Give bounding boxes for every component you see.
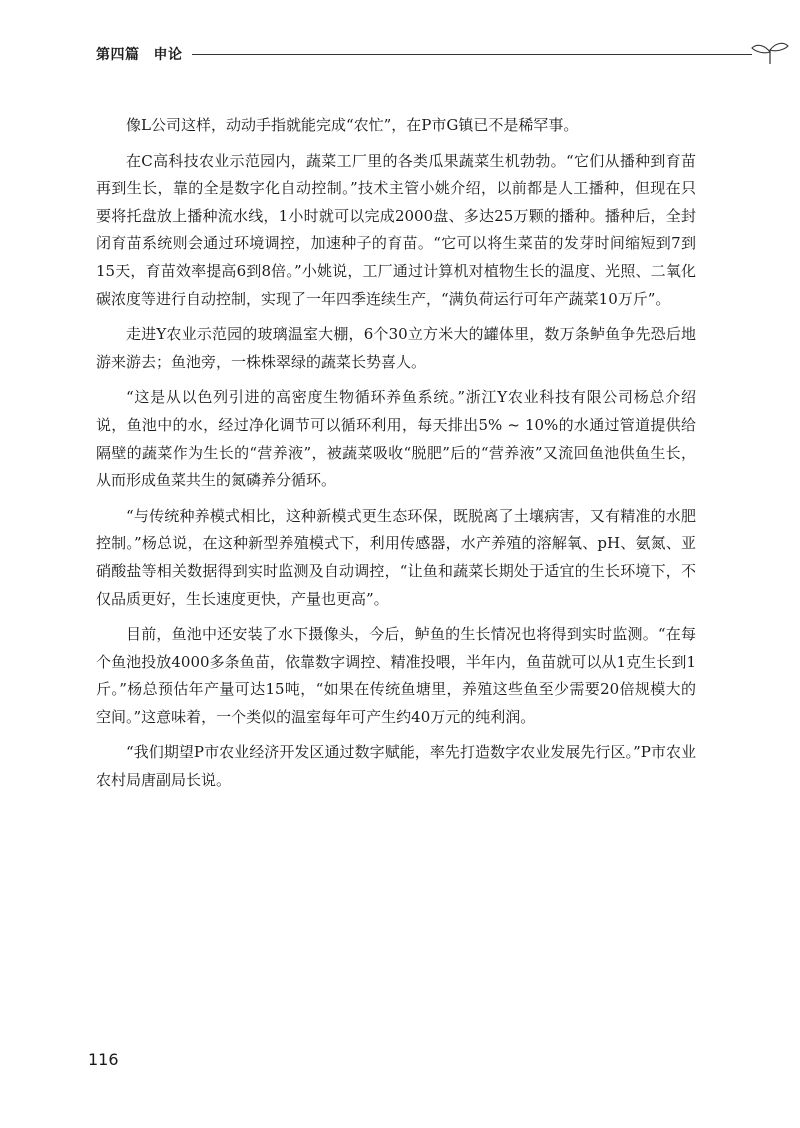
header-rule xyxy=(192,54,752,55)
header-section: 申论 xyxy=(153,47,183,63)
running-header xyxy=(96,40,696,68)
header-part: 第四篇 xyxy=(96,47,140,63)
header-title xyxy=(96,44,183,64)
paragraph: “与传统种养模式相比，这种新模式更生态环保，既脱离了土壤病害，又有精准的水肥控制。”杨总说，在这种新型养殖模式下，利用传感器，水产养殖的溶解氧、pH、氨氮、亚硝酸盐等相关数据得到实时监测及自动调控，“让鱼和蔬菜长期处于适宜的生长环境下，不仅品质更好，生长速度更快，产量也更高”。 xyxy=(96,506,696,608)
article-body xyxy=(96,112,696,803)
sprout-icon xyxy=(750,40,790,66)
page-number: 116 xyxy=(88,1050,119,1069)
paragraph: 在C高科技农业示范园内，蔬菜工厂里的各类瓜果蔬菜生机勃勃。“它们从播种到育苗再到生长，靠的全是数字化自动控制。”技术主管小姚介绍，以前都是人工播种，但现在只要将托盘放上播种流水线，1小时就可以完成2000盘、多达25万颗的播种。播种后，全封闭育苗系统则会通过环境调控，加速种子的育苗。“它可以将生菜苗的发芽时间缩短到7到15天，育苗效率提高6到8倍。”小姚说，工厂通过计算机对植物生长的温度、光照、二氧化碳浓度等进行自动控制，实现了一年四季连续生产，“满负荷运行可年产蔬菜10万斤”。 xyxy=(96,151,696,308)
paragraph: 像L公司这样，动动手指就能完成“农忙”，在P市G镇已不是稀罕事。 xyxy=(126,116,579,134)
paragraph: 走进Y农业示范园的玻璃温室大棚，6个30立方米大的罐体里，数万条鲈鱼争先恐后地游来游去；鱼池旁，一株株翠绿的蔬菜长势喜人。 xyxy=(96,325,696,371)
paragraph: “我们期望P市农业经济开发区通过数字赋能，率先打造数字农业发展先行区。”P市农业农村局唐副局长说。 xyxy=(96,743,696,790)
paragraph: “这是从以色列引进的高密度生物循环养鱼系统。”浙江Y农业科技有限公司杨总介绍说，鱼池中的水，经过净化调节可以循环利用，每天排出5% ~ 10%的水通过管道提供给隔壁的蔬菜作为生长的“营养液”，被蔬菜吸收“脱肥”后的“营养液”又流回鱼池供鱼生长，从而形成鱼菜共生的氮磷养分循环。 xyxy=(96,388,696,490)
paragraph: 目前，鱼池中还安装了水下摄像头，今后，鲈鱼的生长情况也将得到实时监测。“在每个鱼池投放4000多条鱼苗，依靠数字调控、精准投喂，半年内，鱼苗就可以从1克生长到1斤。”杨总预估年产量可达15吨，“如果在传统鱼塘里，养殖这些鱼至少需要20倍规模大的空间。”这意味着，一个类似的温室每年可产生约40万元的纯利润。 xyxy=(96,625,696,726)
